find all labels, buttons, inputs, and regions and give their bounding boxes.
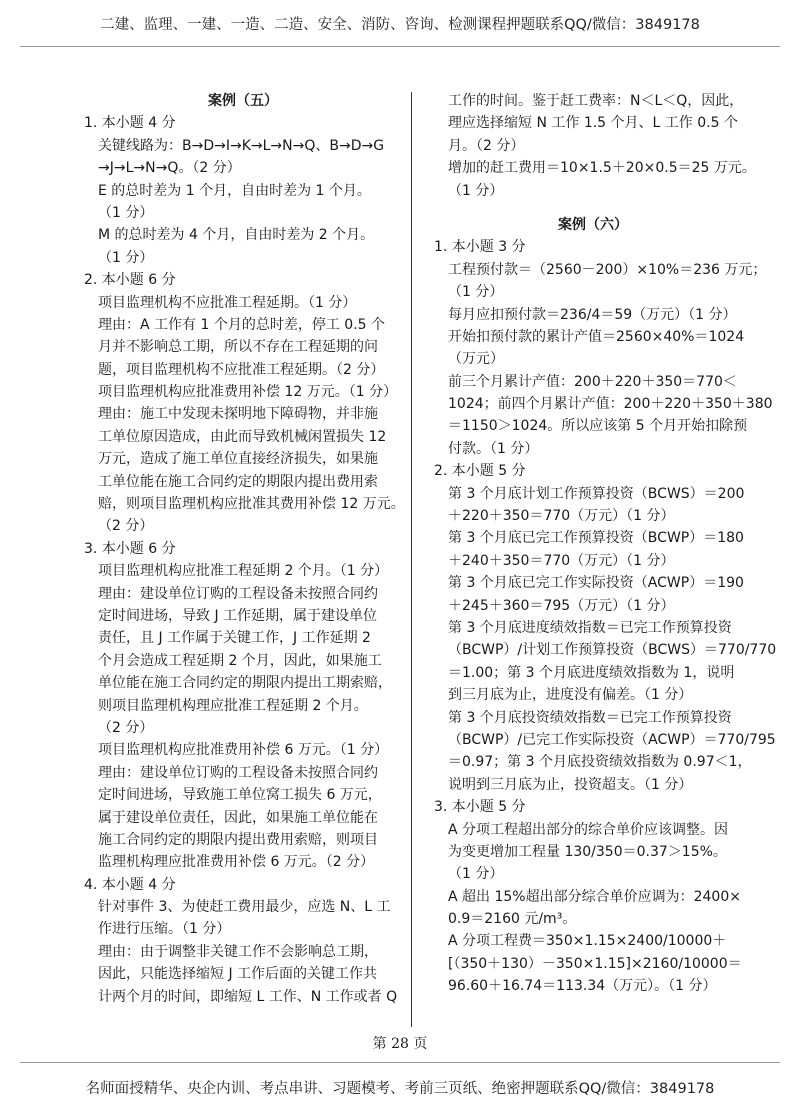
- answer-line: 理由：建设单位订购的工程设备未按照合同约: [98, 764, 378, 781]
- answer-line: 施工合同约定的期限内提出费用索赔，则项目: [98, 831, 378, 848]
- answer-line: ＝0.97；第 3 个月底投资绩效指数为 0.97＜1，: [448, 754, 752, 771]
- answer-line: （2 分）: [98, 518, 154, 535]
- question-heading: 2. 本小题 5 分: [434, 463, 526, 480]
- answer-line: ＋220＋350＝770（万元）（1 分）: [448, 508, 675, 525]
- answer-line: 责任，且 J 工作属于关键工作，J 工作延期 2: [98, 630, 371, 647]
- answer-line: 第 3 个月底已完工作实际投资（ACWP）＝190: [448, 575, 744, 592]
- question-heading: 1. 本小题 4 分: [84, 115, 176, 132]
- case-heading: 案例（六）: [558, 216, 628, 233]
- answer-line: ＋245＋360＝795（万元）（1 分）: [448, 597, 675, 614]
- case-heading: 案例（五）: [208, 93, 278, 109]
- answer-line: （1 分）: [448, 182, 504, 199]
- answer-line: 第 3 个月底计划工作预算投资（BCWS）＝200: [448, 485, 745, 502]
- answer-line: 0.9＝2160 元/m³。: [448, 911, 577, 928]
- answer-line: 月并不影响总工期，所以不存在工程延期的问: [98, 339, 378, 356]
- answer-line: （BCWP）/已完工作实际投资（ACWP）＝770/795: [448, 731, 776, 748]
- question-heading: 3. 本小题 6 分: [84, 540, 176, 557]
- answer-line: 理由：施工中发现未探明地下障碍物，并非施: [98, 406, 378, 423]
- answer-line: [（350＋130）－350×1.15]×2160/10000＝: [448, 955, 742, 972]
- answer-line: M 的总时差为 4 个月，自由时差为 2 个月。: [98, 227, 375, 244]
- answer-line: （2 分）: [98, 719, 154, 736]
- answer-line: 96.60＋16.74＝113.34（万元）。（1 分）: [448, 978, 717, 995]
- answer-line: 针对事件 3、为使赶工费用最少，应选 N、L 工: [98, 899, 391, 916]
- answer-line: 项目监理机构应批准费用补偿 6 万元。（1 分）: [98, 742, 389, 759]
- question-heading: 4. 本小题 4 分: [84, 876, 176, 893]
- answer-line: 开始扣预付款的累计产值＝2560×40%＝1024: [448, 328, 745, 345]
- answer-line: 定时间进场，导致 J 工作延期，属于建设单位: [98, 607, 378, 624]
- answer-line: （1 分）: [448, 284, 504, 301]
- answer-line: 月。（2 分）: [448, 137, 525, 154]
- answer-line: 增加的赶工费用＝10×1.5＋20×0.5＝25 万元。: [448, 160, 756, 177]
- question-heading: 2. 本小题 6 分: [84, 272, 176, 289]
- answer-line: ＝1.00；第 3 个月底进度绩效指数为 1，说明: [448, 664, 735, 681]
- answer-line: A 分项工程超出部分的综合单价应该调整。因: [448, 821, 729, 838]
- answer-line: 理由：建设单位订购的工程设备未按照合同约: [98, 585, 378, 602]
- answer-line: 说明到三月底为止，投资超支。（1 分）: [448, 776, 693, 793]
- answer-line: （万元）: [448, 351, 504, 368]
- answer-line: 属于建设单位责任，因此，如果施工单位能在: [98, 809, 378, 826]
- answer-line: 作进行压缩。（1 分）: [98, 921, 231, 938]
- answer-line: 关键线路为：B→D→I→K→L→N→Q、B→D→G: [98, 137, 385, 154]
- answer-line: 第 3 个月底进度绩效指数＝已完工作预算投资: [448, 619, 732, 636]
- header-rule: [20, 46, 780, 47]
- answer-line: 每月应扣预付款＝236/4＝59（万元）（1 分）: [448, 306, 737, 323]
- page-number: 第 28 页: [372, 1036, 428, 1052]
- answer-line: （1 分）: [98, 249, 154, 266]
- answer-line: 监理机构理应批准费用补偿 6 万元。（2 分）: [98, 854, 375, 871]
- answer-line: 第 3 个月底已完工作预算投资（BCWP）＝180: [448, 530, 744, 547]
- answer-line: 题，项目监理机构不应批准工程延期。（2 分）: [98, 361, 385, 378]
- answer-line: 理应选择缩短 N 工作 1.5 个月、L 工作 0.5 个: [448, 115, 738, 132]
- spacer: [434, 202, 752, 214]
- answer-line: 定时间进场，导致施工单位窝工损失 6 万元，: [98, 787, 382, 804]
- question-heading: 3. 本小题 5 分: [434, 799, 526, 816]
- answer-line: 则项目监理机构理应批准工程延期 2 个月。: [98, 697, 368, 714]
- footer-rule: [20, 1062, 780, 1063]
- answer-line: 计两个月的时间，即缩短 L 工作、N 工作或者 Q: [98, 988, 398, 1005]
- answer-line: 1024；前四个月累计产值：200＋220＋350＋380: [448, 396, 773, 413]
- answer-line: 到三月底为止，进度没有偏差。（1 分）: [448, 687, 693, 704]
- answer-line: （1 分）: [98, 204, 154, 221]
- answer-line: →J→L→N→Q。（2 分）: [98, 160, 241, 177]
- answer-line: A 超出 15%超出部分综合单价应调为：2400×: [448, 888, 741, 905]
- top-promo-banner: 二建、监理、一建、一造、二造、安全、消防、咨询、检测课程押题联系QQ/微信：3849178: [100, 17, 700, 33]
- answer-line: 工单位能在施工合同约定的期限内提出费用索: [98, 473, 378, 490]
- column-divider: [411, 92, 412, 1027]
- answer-line: 个月会造成工程延期 2 个月，因此，如果施工: [98, 652, 382, 669]
- right-column: [434, 90, 777, 998]
- answer-line: 工单位原因造成，由此而导致机械闲置损失 12: [98, 428, 387, 445]
- question-heading: 1. 本小题 3 分: [434, 239, 526, 256]
- answer-line: （BCWP）/计划工作预算投资（BCWS）＝770/770: [448, 642, 777, 659]
- answer-line: 理由：A 工作有 1 个月的总时差，停工 0.5 个: [98, 316, 385, 333]
- answer-line: 工程预付款＝（2560－200）×10%＝236 万元；: [448, 261, 767, 278]
- answer-line: ＋240＋350＝770（万元）（1 分）: [448, 552, 675, 569]
- answer-line: ＝1150＞1024。所以应该第 5 个月开始扣除预: [448, 418, 748, 435]
- answer-line: （1 分）: [448, 866, 504, 883]
- bottom-promo-banner: 名师面授精华、央企内训、考点串讲、习题模考、考前三页纸、绝密押题联系QQ/微信：3849178: [85, 1081, 715, 1097]
- answer-line: 理由：由于调整非关键工作不会影响总工期，: [98, 943, 378, 960]
- answer-line: 工作的时间。鉴于赶工费率：N＜L＜Q，因此，: [448, 93, 744, 109]
- left-column: [84, 90, 405, 1008]
- answer-line: 单位能在施工合同约定的期限内提出工期索赔，: [98, 675, 392, 692]
- answer-line: 第 3 个月底投资绩效指数＝已完工作预算投资: [448, 709, 732, 726]
- answer-line: 项目监理机构应批准费用补偿 12 万元。（1 分）: [98, 384, 398, 401]
- answer-line: 前三个月累计产值：200＋220＋350＝770＜: [448, 373, 737, 390]
- answer-line: 付款。（1 分）: [448, 440, 539, 457]
- answer-line: 万元，造成了施工单位直接经济损失，如果施: [98, 451, 378, 468]
- answer-line: 项目监理机构应批准工程延期 2 个月。（1 分）: [98, 563, 389, 580]
- answer-line: 赔，则项目监理机构应批准其费用补偿 12 万元。: [98, 496, 405, 513]
- answer-line: 为变更增加工程量 130/350＝0.37＞15%。: [448, 843, 727, 860]
- answer-line: A 分项工程费＝350×1.15×2400/10000＋: [448, 933, 727, 950]
- answer-line: 项目监理机构不应批准工程延期。（1 分）: [98, 294, 357, 311]
- answer-line: E 的总时差为 1 个月，自由时差为 1 个月。: [98, 182, 371, 199]
- answer-line: 因此，只能选择缩短 J 工作后面的关键工作共: [98, 966, 378, 983]
